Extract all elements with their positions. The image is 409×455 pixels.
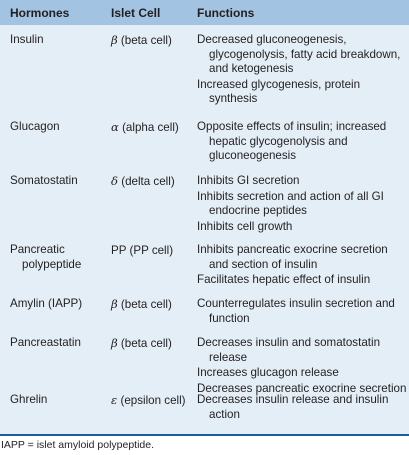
- function-item: Inhibits GI secretion: [197, 174, 300, 187]
- table-footnote: IAPP = islet amyloid polypeptide.: [1, 439, 155, 451]
- functions-cell: [197, 243, 407, 288]
- header-islet-cell: Islet Cell: [111, 6, 161, 20]
- function-item: Facilitates hepatic effect of insulin: [197, 273, 371, 286]
- islet-cell: [111, 393, 193, 409]
- functions-cell: [197, 174, 407, 234]
- greek-symbol: α: [111, 120, 119, 134]
- header-hormones: Hormones: [10, 6, 70, 20]
- functions-cell: [197, 336, 407, 396]
- islet-cell: [111, 174, 191, 190]
- function-item: Decreases pancreatic exocrine secretion: [197, 381, 407, 395]
- greek-symbol: δ: [111, 174, 118, 188]
- function-item: Decreases insulin release and insulin action: [197, 393, 389, 421]
- functions-cell: [197, 393, 407, 422]
- function-item: Increases glucagon release: [197, 366, 339, 379]
- islet-cell-text: PP (PP cell): [111, 244, 174, 257]
- table-header: [0, 0, 409, 25]
- function-item: Inhibits pancreatic exocrine secretion and section of insulin: [197, 243, 388, 271]
- function-item: Counterregulates insulin secretion and function: [197, 297, 395, 325]
- hormone-name: Pancreatic polypeptide: [10, 243, 82, 271]
- islet-cell-text: (alpha cell): [118, 121, 179, 134]
- islet-cell: [111, 336, 191, 352]
- islet-cell-text: (beta cell): [117, 337, 172, 350]
- function-item: Inhibits secretion and action of all GI endocrine peptides: [197, 189, 384, 217]
- islet-cell: [111, 297, 191, 313]
- hormone-name: Ghrelin: [10, 393, 48, 406]
- header-functions: Functions: [197, 6, 255, 20]
- islet-cell: [111, 120, 191, 136]
- functions-cell: [197, 33, 407, 107]
- greek-symbol: β: [111, 336, 118, 350]
- greek-symbol: ε: [111, 393, 118, 407]
- hormone-name: Somatostatin: [10, 174, 78, 187]
- greek-symbol: β: [111, 297, 118, 311]
- function-item: Inhibits cell growth: [197, 219, 293, 233]
- functions-cell: [197, 120, 407, 164]
- islet-cell-text: (beta cell): [117, 34, 172, 47]
- hormone-name: Amylin (IAPP): [10, 297, 83, 310]
- hormone-name: Insulin: [10, 33, 44, 46]
- hormone-name: Pancreastatin: [10, 336, 81, 349]
- islet-cell-text: (delta cell): [117, 175, 175, 188]
- function-item: Decreases insulin and somatostatin release: [197, 336, 381, 364]
- islet-cell-text: (beta cell): [117, 298, 172, 311]
- function-item: Decreased gluconeogenesis, glycogenolysis, fatty acid breakdown, and ketogenesis: [197, 33, 401, 75]
- greek-symbol: β: [111, 33, 118, 47]
- functions-cell: [197, 297, 407, 326]
- islet-cell-text: (epsilon cell): [117, 394, 186, 407]
- islet-cell: [111, 243, 191, 259]
- hormone-name: Glucagon: [10, 120, 60, 133]
- function-item: Increased glycogenesis, protein synthesis: [197, 77, 361, 105]
- islet-cell: [111, 33, 191, 49]
- function-item: Opposite effects of insulin; increased hepatic glycogenolysis and gluconeogenesis: [197, 120, 387, 162]
